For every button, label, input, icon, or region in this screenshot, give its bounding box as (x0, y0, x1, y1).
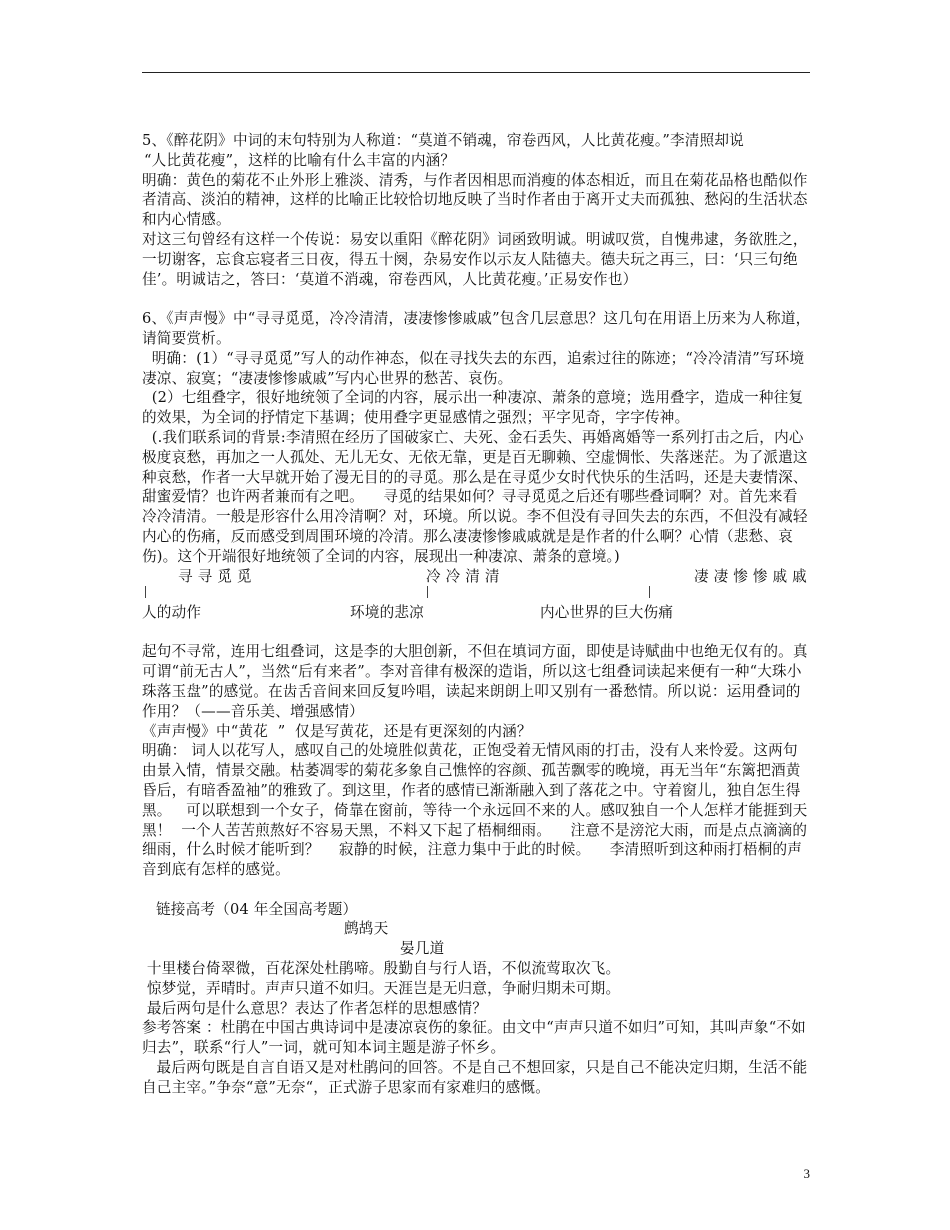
q6-answer-3: (.我们联系词的背景:李清照在经历了国破家亡、夫死、金石丢失、再婚离婚等一系列打击之后，内心极度哀愁，再加之一人孤处、无儿无女、无依无靠，更是百无聊赖、空虚惆怅、失落迷茫。为了派遣这种哀愁，作者一大早就开始了漫无目的的寻觅。那么是在寻觅少女时代快乐的生活吗，还是夫妻情深、甜蜜爱情？也许两者兼而有之吧。 寻觅的结果如何？寻寻觅觅之后还有哪些叠词啊？对。首先来看冷冷清清。一般是形容什么用冷清啊？对，环境。所以说。李不但没有寻回失去的东西，不但没有减轻内心的伤痛，反而感受到周围环境的冷清。那么凄凄惨惨戚戚就是是作者的什么啊？心情（悲愁、哀伤)。这个开端很好地统领了全词的内容，展现出一种凄凉、萧条的意境。) (142, 428, 808, 565)
poem-line-1: 十里楼台倚翠微，百花深处杜鹃啼。殷勤自与行人语，不似流莺取次飞。 (142, 960, 621, 978)
diagram-connector-3 (649, 586, 650, 598)
q5-line2: “人比黄花瘦”，这样的比喻有什么丰富的内涵？ (144, 151, 456, 169)
diagram-bottom-3: 内心世界的巨大伤痛 (540, 603, 674, 621)
poem-line-2: 惊梦觉，弄晴时。声声只道不如归。天涯岂是无归意，争耐归期未可期。 (142, 979, 621, 997)
q5-line1: 5、《醉花阴》中词的末句特别为人称道：“莫道不销魂，帘卷西风，人比黄花瘦。”李清照却说 (142, 132, 744, 149)
gaokao-heading: 链接高考（04 年全国高考题） (156, 900, 358, 918)
poem-author: 晏几道 (400, 940, 445, 958)
diagram-connector-2 (427, 586, 428, 598)
diagram-top-1: 寻 寻 觅 觅 (178, 567, 252, 585)
structure-diagram (142, 567, 812, 623)
page-number: 3 (803, 1166, 810, 1181)
diagram-connector-1 (145, 586, 146, 598)
q6-para-5: 《声声慢》中“黄花 ” 仅是写黄花，还是有更深刻的内涵？ (142, 722, 532, 740)
q6-para-6: 明确： 词人以花写人，感叹自己的处境胜似黄花，正饱受着无情风雨的打击，没有人来怜爱。这两句由景入情，情景交融。枯萎凋零的菊花多象自己憔悴的容颜、孤苦飘零的晚境，再无当年“东篱把酒黄昏后，有暗香盈袖”的雅致了。到这里，作者的感情已渐渐融入到了落花之中。守着窗儿，独自怎生得黑。 可以联想到一个女子，倚靠在窗前，等待一个永远回不来的人。感叹独自一个人怎样才能捱到天黑！ 一个人苦苦煎熬好不容易天黑，不料又下起了梧桐细雨。 注意不是滂沱大雨，而是点点滴滴的细雨，什么时候才能听到？ 寂静的时候，注意力集中于此的时候。 李清照听到这种雨打梧桐的声音到底有怎样的感觉。 (142, 742, 808, 879)
q5-story: 对这三句曾经有这样一个传说：易安以重阳《醉花阴》词函致明诚。明诚叹赏，自愧弗逮，务欲胜之，一切谢客，忘食忘寝者三日夜，得五十阕，杂易安作以示友人陆德夫。德夫玩之再三，曰：‘只三句绝佳’。明诚诘之，答曰：‘莫道不消魂，帘卷西风，人比黄花瘦。’正易安作也） (142, 230, 808, 288)
q6-para-4: 起句不寻常，连用七组叠词，这是李的大胆创新，不但在填词方面，即使是诗赋曲中也绝无仅有的。真可谓“前无古人”，当然“后有来者”。李对音律有极深的造诣，所以这七组叠词读起来便有一种“大珠小珠落玉盘”的感觉。在齿舌音间来回反复吟唱，读起来朗朗上叩又别有一番愁情。所以说：运用叠词的作用？（——音乐美、增强感情） (142, 643, 808, 720)
diagram-top-3: 凄 凄 惨 惨 戚 戚 (694, 567, 807, 585)
q6-answer-1: 明确：(1）“寻寻觅觅”写人的动作神态，似在寻找失去的东西，追索过往的陈迹；“冷冷清清”写环境凄凉、寂寞；“凄凄惨惨戚戚”写内心世界的愁苦、哀伤。 (142, 349, 805, 387)
diagram-bottom-2: 环境的悲凉 (350, 603, 424, 621)
q6-question: 6、《声声慢》中“寻寻觅觅，冷冷清清，凄凄惨惨戚戚”包含几层意思？这几句在用语上历来为人称道，请简要赏析。 (142, 310, 811, 347)
q5-answer: 明确：黄色的菊花不止外形上雅淡、清秀，与作者因相思而消瘦的体态相近，而且在菊花品格也酷似作者清高、淡泊的精神，这样的比喻正比较恰切地反映了当时作者由于离开丈夫而孤独、愁闷的生活状态和内心情感。 (142, 171, 808, 229)
gaokao-answer-2: 最后两句既是自言自语又是对杜鹃问的回答。不是自己不想回家，只是自己不能决定归期，生活不能自己主宰。”争奈“意”无奈“，正式游子思家而有家难归的感慨。 (142, 1059, 808, 1096)
document-body (142, 131, 812, 1098)
q6-answer-2: (2）七组叠字，很好地统领了全词的内容，展示出一种凄凉、萧条的意境；选用叠字，造成一种往复的效果，为全词的抒情定下基调；使用叠字更显感情之强烈；平字见奇，字字传神。 (142, 389, 804, 427)
gaokao-answer-1: 参考答案 ：杜鹃在中国古典诗词中是凄凉哀伤的象征。由文中“声声只道不如归”可知，其叫声象“不如归去”，联系“行人”一词，就可知本词主题是游子怀乡。 (142, 1019, 806, 1057)
poem-title: 鹧鸪天 (344, 920, 389, 938)
diagram-top-2: 冷 冷 清 清 (426, 567, 500, 585)
header-rule (142, 72, 810, 73)
diagram-bottom-1: 人的动作 (142, 603, 202, 621)
gaokao-question: 最后两句是什么意思？表达了作者怎样的思想感情？ (142, 999, 488, 1017)
